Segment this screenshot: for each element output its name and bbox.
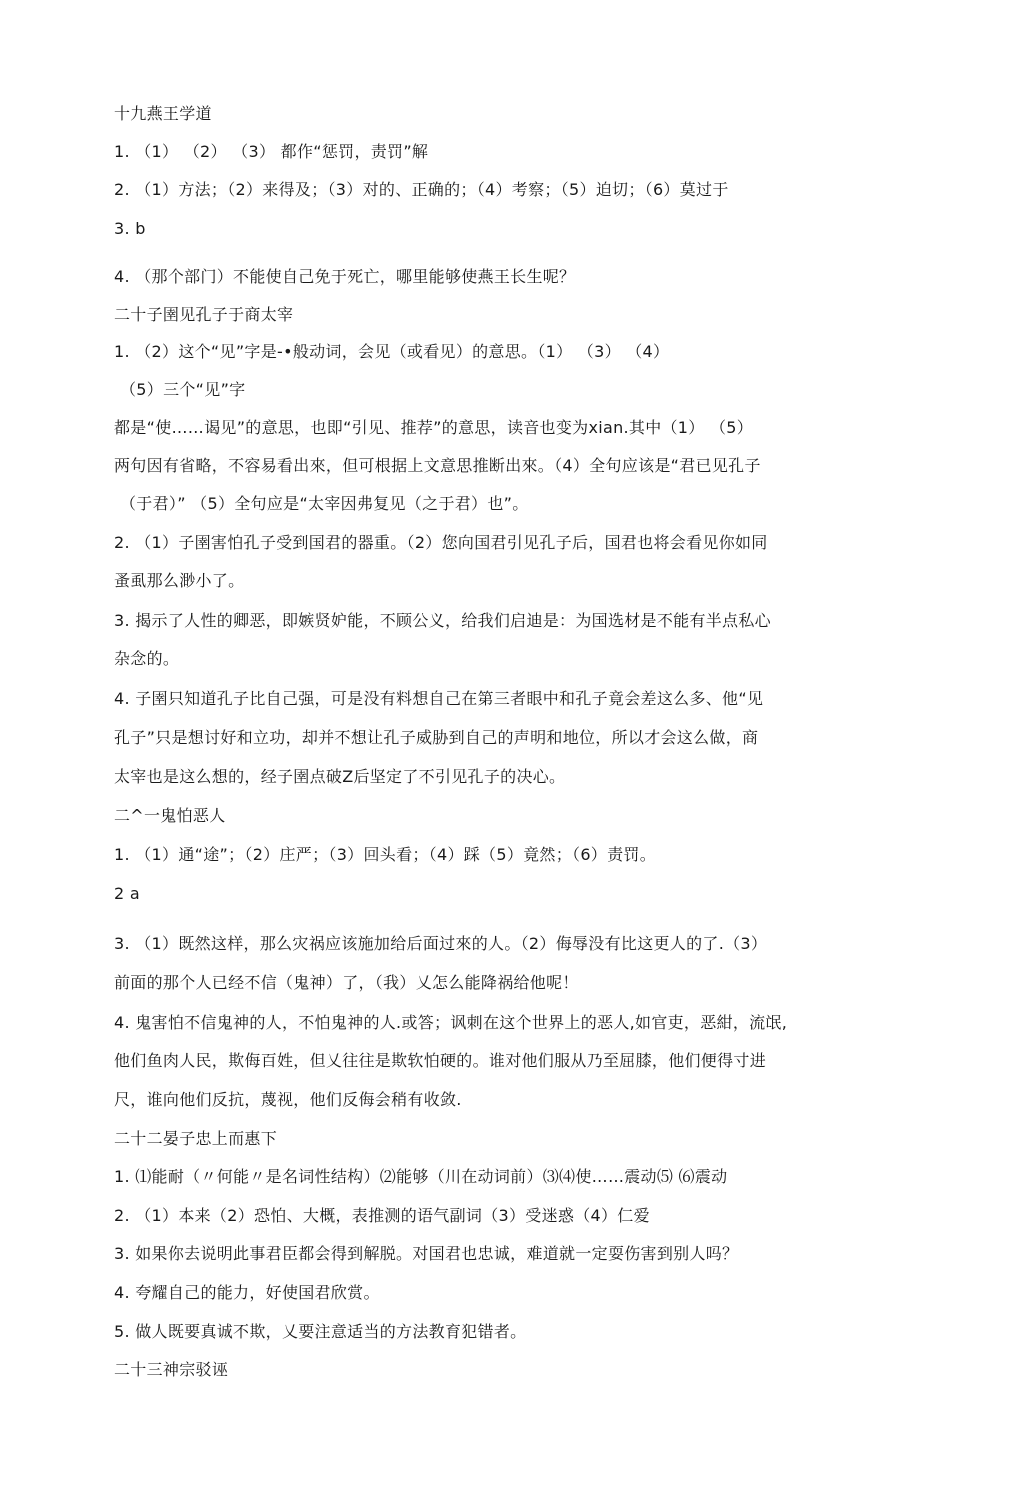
section-heading: 二十三神宗驳诬 <box>114 1360 229 1379</box>
answer-line: 1. （1）通“途”；（2）庄严；（3）回头看；（4）踩（5）竟然；（6）责罚。 <box>114 845 657 864</box>
answer-line: 1. ⑴能耐（〃何能〃是名词性结构）⑵能够（川在动词前）⑶⑷使……震动⑸ ⑹震动 <box>114 1167 728 1186</box>
answer-line: 2. （1）子圉害怕孔子受到国君的器重。（2）您向国君引见孔子后，国君也将会看见你如同 <box>114 533 768 552</box>
answer-line: 2 a <box>114 884 140 903</box>
answer-line: 1. （2）这个“见”字是-•般动词，会见（或看见）的意思。（1） （3） （4） <box>114 342 670 361</box>
answer-line: 1. （1） （2） （3） 都作“惩罚，责罚”解 <box>114 142 429 161</box>
answer-line: 杂念的。 <box>114 649 180 668</box>
answer-line: 3. b <box>114 219 146 238</box>
section-heading: 二^一鬼怕恶人 <box>114 806 226 825</box>
answer-line: 4. 鬼害怕不信鬼神的人，不怕鬼神的人.或答；讽刺在这个世界上的恶人,如官吏，恶紺，流氓, <box>114 1013 788 1032</box>
answer-line: 3. （1）既然这样，那么灾祸应该施加给后面过來的人。（2）侮辱没有比这更人的了.（3） <box>114 934 768 953</box>
answer-line: （5）三个“见”字 <box>120 380 246 399</box>
answer-line: 5. 做人既要真诚不欺，乂要注意适当的方法教育犯错者。 <box>114 1322 527 1341</box>
answer-line: 4. 夸耀自己的能力，好使国君欣赏。 <box>114 1283 380 1302</box>
section-heading: 十九燕王学道 <box>114 104 212 123</box>
answer-line: 尺，谁向他们反抗，蔑视，他们反侮会稍有收敛. <box>114 1090 462 1109</box>
answer-line: 2. （1）方法；（2）来得及；（3）对的、正确的；（4）考察；（5）迫切；（6）莫过于 <box>114 180 729 199</box>
answer-line: 两句因有省略，不容易看出來，但可根据上文意思推断出來。（4）全句应该是“君已见孔子 <box>114 456 761 475</box>
section-heading: 二十子圉见孔子于商太宰 <box>114 305 294 324</box>
answer-line: 4. 子圉只知道孔子比自己强，可是没有料想自己在第三者眼中和孔子竟会差这么多、他“见 <box>114 689 764 708</box>
answer-line: 孔子”只是想讨好和立功，却并不想让孔子威胁到自己的声明和地位，所以才会这么做，商 <box>114 728 759 747</box>
answer-line: 他们鱼肉人民，欺侮百姓，但乂往往是欺软怕硬的。谁对他们服从乃至屈膝，他们便得寸进 <box>114 1051 767 1070</box>
answer-line: 3. 揭示了人性的卿恶，即嫉贤妒能，不顾公义，给我们启迪是：为国选材是不能有半点私心 <box>114 611 771 630</box>
answer-line: 太宰也是这么想的，经子圉点破Z后坚定了不引见孔子的决心。 <box>114 767 566 786</box>
answer-line: 4. （那个部门）不能使自己免于死亡，哪里能够使燕王长生呢？ <box>114 267 576 286</box>
answer-line: 2. （1）本来（2）恐怕、大概，表推测的语气副词（3）受迷惑（4）仁爱 <box>114 1206 650 1225</box>
answer-line: 蚤虱那么渺小了。 <box>114 571 245 590</box>
answer-line: 3. 如果你去说明此事君臣都会得到解脱。对国君也忠诚，难道就一定耍伤害到别人吗？ <box>114 1244 739 1263</box>
answer-line: （于君）” （5）全句应是“太宰因弗复见（之于君）也”。 <box>120 494 529 513</box>
section-heading: 二十二晏子忠上而惠下 <box>114 1129 278 1148</box>
answer-line: 前面的那个人已经不信（鬼神）了，（我）乂怎么能降祸给他呢！ <box>114 973 579 992</box>
answer-line: 都是“使……谒见”的意思，也即“引见、推荐”的意思，读音也变为xian.其中（1） （5） <box>114 418 754 437</box>
